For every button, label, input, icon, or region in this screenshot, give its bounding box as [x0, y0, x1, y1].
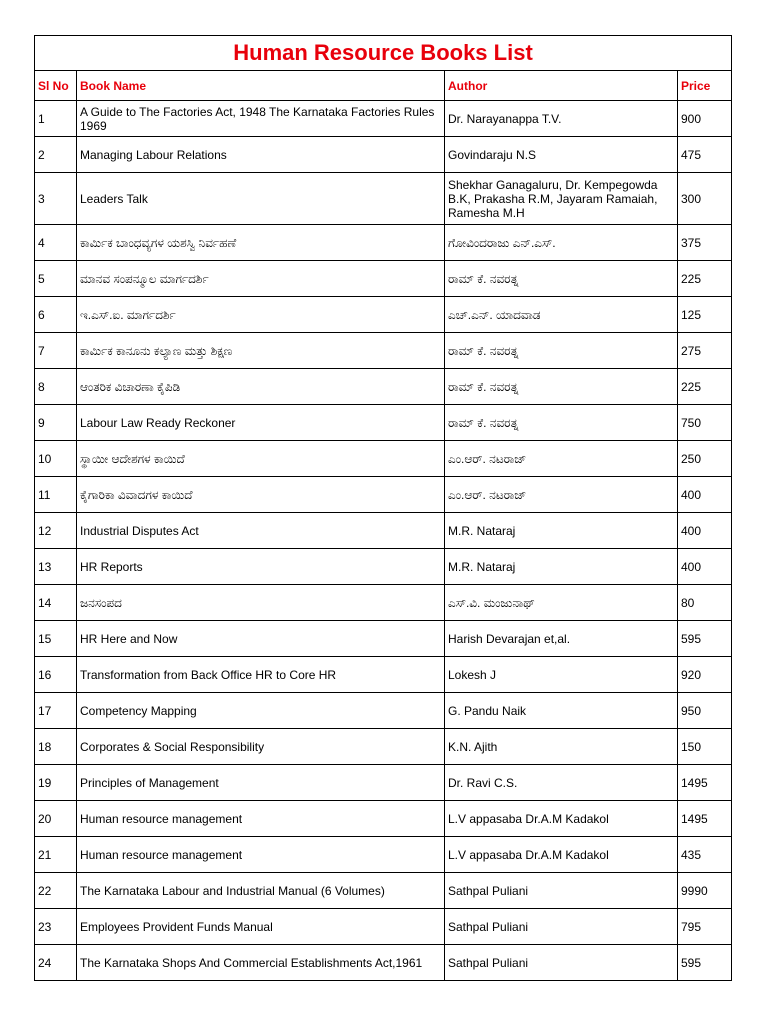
cell-author: ರಾಮ್ ಕೆ. ನವರತ್ನ: [445, 369, 678, 405]
cell-book-name: Industrial Disputes Act: [77, 513, 445, 549]
cell-price: 595: [678, 945, 732, 981]
cell-author: L.V appasaba Dr.A.M Kadakol: [445, 837, 678, 873]
cell-book-name: Human resource management: [77, 837, 445, 873]
column-header-book-name: Book Name: [77, 71, 445, 101]
table-row: [35, 137, 732, 173]
table-body: [35, 36, 732, 981]
table-row: [35, 441, 732, 477]
cell-book-name: ಕೈಗಾರಿಕಾ ವಿವಾದಗಳ ಕಾಯಿದೆ: [77, 477, 445, 513]
cell-sl-no: 1: [35, 101, 77, 137]
cell-price: 300: [678, 173, 732, 225]
cell-sl-no: 10: [35, 441, 77, 477]
cell-price: 400: [678, 477, 732, 513]
cell-book-name: Transformation from Back Office HR to Core HR: [77, 657, 445, 693]
cell-author: Shekhar Ganagaluru, Dr. Kempegowda B.K, Prakasha R.M, Jayaram Ramaiah, Ramesha M.H: [445, 173, 678, 225]
cell-sl-no: 16: [35, 657, 77, 693]
cell-price: 435: [678, 837, 732, 873]
cell-book-name: HR Reports: [77, 549, 445, 585]
cell-author: Harish Devarajan et,al.: [445, 621, 678, 657]
cell-sl-no: 23: [35, 909, 77, 945]
table-row: [35, 173, 732, 225]
cell-book-name: ಆಂತರಿಕ ವಿಚಾರಣಾ ಕೈಪಿಡಿ: [77, 369, 445, 405]
cell-book-name: Leaders Talk: [77, 173, 445, 225]
cell-price: 750: [678, 405, 732, 441]
cell-price: 250: [678, 441, 732, 477]
cell-sl-no: 21: [35, 837, 77, 873]
column-header-sl-no: Sl No: [35, 71, 77, 101]
cell-sl-no: 9: [35, 405, 77, 441]
cell-sl-no: 24: [35, 945, 77, 981]
cell-price: 795: [678, 909, 732, 945]
page-title: Human Resource Books List: [35, 36, 732, 71]
cell-price: 1495: [678, 765, 732, 801]
cell-author: M.R. Nataraj: [445, 549, 678, 585]
cell-sl-no: 19: [35, 765, 77, 801]
cell-price: 225: [678, 369, 732, 405]
cell-book-name: ಸ್ಥಾಯೀ ಆದೇಶಗಳ ಕಾಯಿದೆ: [77, 441, 445, 477]
cell-sl-no: 22: [35, 873, 77, 909]
cell-author: ಎಚ್.ಎನ್. ಯಾದವಾಡ: [445, 297, 678, 333]
cell-sl-no: 13: [35, 549, 77, 585]
table-row: [35, 261, 732, 297]
cell-book-name: Managing Labour Relations: [77, 137, 445, 173]
cell-sl-no: 6: [35, 297, 77, 333]
cell-author: ಗೋವಿಂದರಾಜು ಎನ್.ಎಸ್.: [445, 225, 678, 261]
cell-book-name: ಕಾರ್ಮಿಕ ಬಾಂಧವ್ಯಗಳ ಯಶಸ್ವಿ ನಿರ್ವಹಣೆ: [77, 225, 445, 261]
cell-sl-no: 11: [35, 477, 77, 513]
cell-price: 150: [678, 729, 732, 765]
table-row: [35, 837, 732, 873]
cell-author: Sathpal Puliani: [445, 873, 678, 909]
table-row: [35, 693, 732, 729]
cell-sl-no: 5: [35, 261, 77, 297]
cell-book-name: ಜನಸಂಪದ: [77, 585, 445, 621]
table-row: [35, 621, 732, 657]
cell-sl-no: 17: [35, 693, 77, 729]
table-row: [35, 297, 732, 333]
cell-author: L.V appasaba Dr.A.M Kadakol: [445, 801, 678, 837]
table-row: [35, 333, 732, 369]
cell-price: 900: [678, 101, 732, 137]
cell-author: ಎಂ.ಆರ್. ನಟರಾಜ್: [445, 441, 678, 477]
table-row: [35, 945, 732, 981]
cell-author: Lokesh J: [445, 657, 678, 693]
table-row: [35, 405, 732, 441]
cell-author: Sathpal Puliani: [445, 945, 678, 981]
table-row: [35, 225, 732, 261]
cell-price: 950: [678, 693, 732, 729]
cell-sl-no: 2: [35, 137, 77, 173]
cell-sl-no: 3: [35, 173, 77, 225]
cell-author: ರಾಮ್ ಕೆ. ನವರತ್ನ: [445, 261, 678, 297]
cell-author: ಎಂ.ಆರ್. ನಟರಾಜ್: [445, 477, 678, 513]
cell-book-name: ಕಾರ್ಮಿಕ ಕಾನೂನು ಕಲ್ಯಾಣ ಮತ್ತು ಶಿಕ್ಷಣ: [77, 333, 445, 369]
cell-price: 225: [678, 261, 732, 297]
column-header-author: Author: [445, 71, 678, 101]
column-header-price: Price: [678, 71, 732, 101]
cell-book-name: Competency Mapping: [77, 693, 445, 729]
cell-book-name: Human resource management: [77, 801, 445, 837]
cell-price: 475: [678, 137, 732, 173]
cell-sl-no: 7: [35, 333, 77, 369]
cell-book-name: A Guide to The Factories Act, 1948 The Karnataka Factories Rules 1969: [77, 101, 445, 137]
cell-book-name: ಮಾನವ ಸಂಪನ್ಮೂಲ ಮಾರ್ಗದರ್ಶಿ: [77, 261, 445, 297]
cell-author: Govindaraju N.S: [445, 137, 678, 173]
table-row: [35, 549, 732, 585]
cell-author: ರಾಮ್ ಕೆ. ನವರತ್ನ: [445, 405, 678, 441]
table-row: [35, 729, 732, 765]
title-row: [35, 36, 732, 71]
cell-author: ರಾಮ್ ಕೆ. ನವರತ್ನ: [445, 333, 678, 369]
cell-price: 9990: [678, 873, 732, 909]
cell-price: 80: [678, 585, 732, 621]
cell-sl-no: 18: [35, 729, 77, 765]
cell-price: 125: [678, 297, 732, 333]
cell-price: 275: [678, 333, 732, 369]
cell-price: 400: [678, 513, 732, 549]
header-row: [35, 71, 732, 101]
cell-author: Dr. Narayanappa T.V.: [445, 101, 678, 137]
cell-sl-no: 15: [35, 621, 77, 657]
cell-sl-no: 8: [35, 369, 77, 405]
cell-book-name: Employees Provident Funds Manual: [77, 909, 445, 945]
books-table: [34, 35, 732, 981]
cell-author: M.R. Nataraj: [445, 513, 678, 549]
cell-author: Dr. Ravi C.S.: [445, 765, 678, 801]
cell-price: 1495: [678, 801, 732, 837]
table-row: [35, 765, 732, 801]
cell-book-name: The Karnataka Shops And Commercial Establishments Act,1961: [77, 945, 445, 981]
table-row: [35, 369, 732, 405]
cell-author: Sathpal Puliani: [445, 909, 678, 945]
table-row: [35, 801, 732, 837]
table-row: [35, 477, 732, 513]
cell-price: 595: [678, 621, 732, 657]
table-row: [35, 585, 732, 621]
table-row: [35, 873, 732, 909]
cell-price: 400: [678, 549, 732, 585]
table-row: [35, 909, 732, 945]
cell-sl-no: 20: [35, 801, 77, 837]
cell-book-name: Labour Law Ready Reckoner: [77, 405, 445, 441]
cell-author: K.N. Ajith: [445, 729, 678, 765]
cell-book-name: The Karnataka Labour and Industrial Manual (6 Volumes): [77, 873, 445, 909]
table-row: [35, 657, 732, 693]
cell-sl-no: 14: [35, 585, 77, 621]
table-row: [35, 101, 732, 137]
cell-book-name: ಇ.ಎಸ್.ಐ. ಮಾರ್ಗದರ್ಶಿ: [77, 297, 445, 333]
cell-sl-no: 12: [35, 513, 77, 549]
cell-author: ಎಸ್.ವಿ. ಮಂಜುನಾಥ್: [445, 585, 678, 621]
cell-book-name: HR Here and Now: [77, 621, 445, 657]
cell-price: 920: [678, 657, 732, 693]
cell-author: G. Pandu Naik: [445, 693, 678, 729]
table-row: [35, 513, 732, 549]
cell-book-name: Corporates & Social Responsibility: [77, 729, 445, 765]
cell-book-name: Principles of Management: [77, 765, 445, 801]
cell-price: 375: [678, 225, 732, 261]
cell-sl-no: 4: [35, 225, 77, 261]
